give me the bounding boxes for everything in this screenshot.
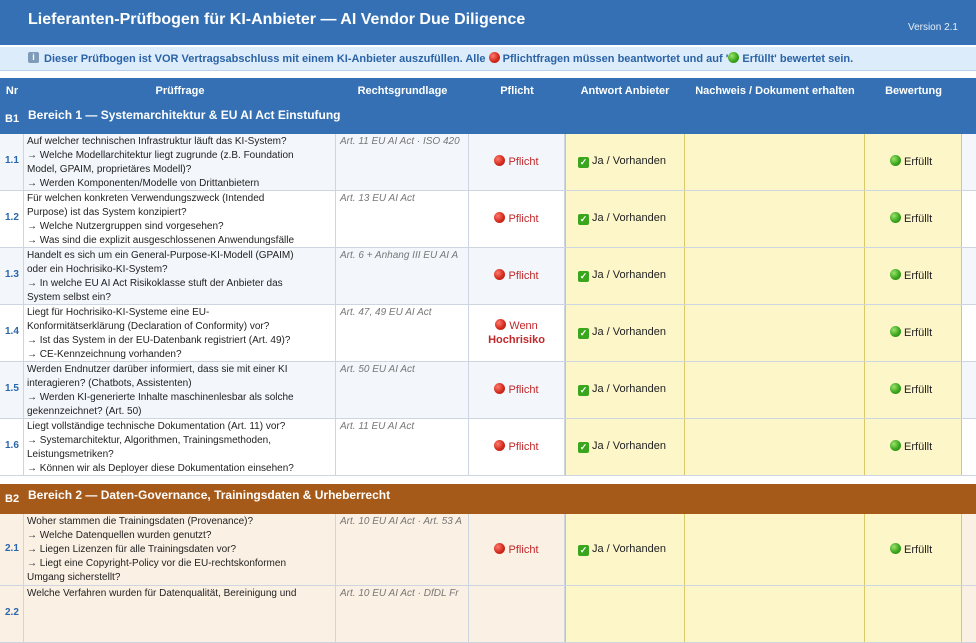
column-header-question: Prüffrage (155, 85, 205, 97)
rating-label: Erfüllt (901, 384, 933, 396)
answer-dropdown[interactable] (565, 305, 685, 361)
question-line: → Können wir als Deployer diese Dokumentation einsehen? (27, 463, 294, 474)
checkbox-checked-icon: ✓ (579, 545, 588, 555)
rating-label: Erfüllt (901, 327, 933, 339)
table-row (0, 134, 976, 191)
answer-dropdown[interactable] (565, 514, 685, 585)
answer-dropdown[interactable] (565, 134, 685, 190)
required-badge (469, 383, 564, 396)
row-number-label: 1.2 (5, 212, 19, 223)
question-line: Welche Verfahren wurden für Datenqualität, Bereinigung und (27, 588, 297, 599)
rating-label: Erfüllt (901, 270, 933, 282)
required-cell (469, 514, 565, 585)
rating-dropdown[interactable] (865, 419, 962, 475)
rating-value (890, 440, 932, 453)
red-circle-icon (494, 212, 505, 223)
required-label: Pflicht (505, 213, 539, 225)
legal-basis: Art. 13 EU AI Act (336, 191, 469, 247)
row-number (0, 419, 24, 475)
answer-value (578, 440, 666, 453)
row-number-label: 2.2 (5, 607, 19, 618)
column-header-required: Pflicht (500, 85, 534, 97)
row-number-label: 1.1 (5, 155, 19, 166)
question-line: Konformitätserklärung (Declaration of Conformity) vor? (27, 321, 270, 332)
row-number (0, 362, 24, 418)
answer-value (578, 269, 666, 282)
required-cell (469, 586, 565, 642)
checkbox-checked-icon: ✓ (579, 157, 588, 167)
answer-dropdown[interactable] (565, 419, 685, 475)
row-number-label: 1.6 (5, 440, 19, 451)
question-line: System selbst ein? (27, 292, 111, 303)
question-line: → Welche Datenquellen wurden genutzt? (27, 530, 212, 541)
table-row (0, 248, 976, 305)
question-line: → Werden KI-generierte Inhalte maschinenlesbar als solche (27, 392, 294, 403)
answer-value (578, 212, 666, 225)
section-number: B2 (5, 493, 20, 505)
question-line: → CE-Kennzeichnung vorhanden? (27, 349, 182, 360)
rating-value (890, 155, 932, 168)
question-cell (24, 248, 336, 304)
question-line: → Welche Modellarchitektur liegt zugrunde (z.B. Foundation (27, 150, 294, 161)
question-line: → Was sind die explizit ausgeschlossenen Anwendungsfälle (27, 235, 295, 246)
column-header-evidence: Nachweis / Dokument erhalten (695, 85, 855, 97)
required-cell (469, 305, 565, 361)
evidence-input[interactable] (685, 362, 865, 418)
legal-basis: Art. 50 EU AI Act (336, 362, 469, 418)
answer-label: Ja / Vorhanden (592, 440, 667, 452)
legal-basis: Art. 10 EU AI Act · DfDL Fr (336, 586, 469, 642)
question-line: interagieren? (Chatbots, Assistenten) (27, 378, 192, 389)
evidence-input[interactable] (685, 514, 865, 585)
required-badge (469, 440, 564, 453)
answer-dropdown[interactable] (565, 586, 685, 642)
answer-dropdown[interactable] (565, 248, 685, 304)
rating-dropdown[interactable] (865, 134, 962, 190)
question-line: → Systemarchitektur, Algorithmen, Trainingsmethoden, (27, 435, 272, 446)
section-title: Bereich 2 — Daten-Governance, Trainingsdaten & Urheberrecht (28, 488, 391, 502)
rating-value (890, 269, 932, 282)
evidence-input[interactable] (685, 191, 865, 247)
green-circle-icon (890, 155, 901, 166)
question-line: Handelt es sich um ein General-Purpose-KI-Modell (GPAIM) (27, 250, 294, 261)
required-label: Pflicht (505, 384, 539, 396)
row-number (0, 305, 24, 361)
row-number (0, 514, 24, 585)
evidence-input[interactable] (685, 248, 865, 304)
legal-basis: Art. 6 + Anhang III EU AI A (336, 248, 469, 304)
rating-dropdown[interactable] (865, 305, 962, 361)
question-cell (24, 191, 336, 247)
required-label: Wenn (506, 320, 538, 332)
legal-basis: Art. 10 EU AI Act · Art. 53 A (336, 514, 469, 585)
rating-label: Erfüllt (901, 441, 933, 453)
question-line: Woher stammen die Trainingsdaten (Provenance)? (27, 516, 254, 527)
column-header-answer: Antwort Anbieter (580, 85, 670, 97)
rating-dropdown[interactable] (865, 191, 962, 247)
question-line: Leistungsmetriken? (27, 449, 114, 460)
row-number-label: 1.5 (5, 383, 19, 394)
answer-label: Ja / Vorhanden (592, 212, 667, 224)
answer-label: Ja / Vorhanden (592, 326, 667, 338)
red-circle-icon (494, 543, 505, 554)
page-title: Lieferanten-Prüfbogen für KI-Anbieter — AI Vendor Due Diligence (28, 11, 526, 28)
rating-value (890, 212, 932, 225)
required-badge (469, 543, 564, 556)
rating-dropdown[interactable] (865, 248, 962, 304)
checkbox-checked-icon: ✓ (579, 271, 588, 281)
rating-dropdown[interactable] (865, 514, 962, 585)
checkbox-checked-icon: ✓ (579, 385, 588, 395)
rating-value (890, 326, 932, 339)
question-line: → Liegt eine Copyright-Policy vor die EU-rechtskonformen (27, 558, 286, 569)
row-number-label: 1.3 (5, 269, 19, 280)
required-badge (469, 269, 564, 282)
column-header-row (0, 78, 976, 104)
green-circle-icon (890, 326, 901, 337)
rating-value (890, 383, 932, 396)
legal-basis: Art. 47, 49 EU AI Act (336, 305, 469, 361)
table-row (0, 586, 976, 643)
info-text (44, 52, 853, 65)
red-circle-icon (494, 155, 505, 166)
section-title: Bereich 1 — Systemarchitektur & EU AI Act Einstufung (28, 108, 341, 122)
required-badge (469, 155, 564, 168)
question-line: → Welche Nutzergruppen sind vorgesehen? (27, 221, 224, 232)
checkbox-checked-icon: ✓ (579, 442, 588, 452)
row-number (0, 248, 24, 304)
info-icon: i (28, 52, 39, 63)
green-circle-icon (890, 212, 901, 223)
column-header-legal: Rechtsgrundlage (357, 85, 448, 97)
question-line: Umgang sicherstellt? (27, 572, 121, 583)
checkbox-checked-icon: ✓ (579, 214, 588, 224)
required-badge (469, 212, 564, 225)
row-number-label: 2.1 (5, 543, 19, 554)
red-circle-icon (489, 52, 500, 63)
required-cell (469, 191, 565, 247)
required-cell (469, 134, 565, 190)
required-badge (469, 319, 564, 347)
version-label: Version 2.1 (907, 22, 958, 33)
question-cell (24, 419, 336, 475)
rating-label: Erfüllt (901, 213, 933, 225)
rating-value (890, 543, 932, 556)
row-number-label: 1.4 (5, 326, 19, 337)
answer-label: Ja / Vorhanden (592, 269, 667, 281)
info-text-before: Dieser Prüfbogen ist VOR Vertragsabschluss mit einem KI-Anbieter auszufüllen. Alle (44, 53, 489, 65)
legal-basis: Art. 11 EU AI Act (336, 419, 469, 475)
table-row (0, 514, 976, 586)
question-line: gekennzeichnet? (Art. 50) (27, 406, 142, 417)
rating-dropdown[interactable] (865, 586, 962, 642)
table-row (0, 191, 976, 248)
question-line: → Liegen Lizenzen für alle Trainingsdaten vor? (27, 544, 237, 555)
legal-basis: Art. 11 EU AI Act · ISO 420 (336, 134, 469, 190)
question-line: Auf welcher technischen Infrastruktur läuft das KI-System? (27, 136, 287, 147)
question-cell (24, 134, 336, 190)
rating-dropdown[interactable] (865, 362, 962, 418)
question-line: Liegt für Hochrisiko-KI-Systeme eine EU- (27, 307, 210, 318)
question-cell (24, 586, 336, 642)
evidence-input[interactable] (685, 134, 865, 190)
answer-dropdown[interactable] (565, 362, 685, 418)
info-banner (0, 45, 976, 71)
evidence-input[interactable] (685, 305, 865, 361)
table-row (0, 419, 976, 476)
required-label: Pflicht (505, 544, 539, 556)
section-number: B1 (5, 113, 20, 125)
answer-value (578, 326, 666, 339)
answer-dropdown[interactable] (565, 191, 685, 247)
evidence-input[interactable] (685, 419, 865, 475)
answer-label: Ja / Vorhanden (592, 383, 667, 395)
question-line: oder ein Hochrisiko-KI-System? (27, 264, 168, 275)
answer-value (578, 543, 666, 556)
evidence-input[interactable] (685, 586, 865, 642)
required-cell (469, 248, 565, 304)
checkbox-checked-icon: ✓ (579, 328, 588, 338)
rating-label: Erfüllt (901, 156, 933, 168)
info-text-middle: Pflichtfragen müssen beantwortet und auf ' (499, 53, 729, 65)
green-circle-icon (728, 52, 739, 63)
column-header-nr: Nr (5, 85, 19, 97)
section-header (0, 484, 976, 514)
row-number (0, 191, 24, 247)
green-circle-icon (890, 269, 901, 280)
question-line: Model, GPAIM, proprietäres Modell)? (27, 164, 192, 175)
table-row (0, 362, 976, 419)
required-label-condition: Hochrisiko (488, 334, 545, 346)
red-circle-icon (495, 319, 506, 330)
question-line: → In welche EU AI Act Risikoklasse stuft der Anbieter das (27, 278, 283, 289)
green-circle-icon (890, 383, 901, 394)
title-bar (0, 0, 976, 45)
question-line: Liegt vollständige technische Dokumentation (Art. 11) vor? (27, 421, 286, 432)
question-cell (24, 362, 336, 418)
green-circle-icon (890, 543, 901, 554)
rating-label: Erfüllt (901, 544, 933, 556)
question-line: → Ist das System in der EU-Datenbank registriert (Art. 49)? (27, 335, 291, 346)
answer-value (578, 155, 666, 168)
red-circle-icon (494, 440, 505, 451)
red-circle-icon (494, 269, 505, 280)
required-label: Pflicht (505, 270, 539, 282)
question-line: Werden Endnutzer darüber informiert, dass sie mit einer KI (27, 364, 288, 375)
red-circle-icon (494, 383, 505, 394)
row-number (0, 134, 24, 190)
green-circle-icon (890, 440, 901, 451)
question-line: Purpose) ist das System konzipiert? (27, 207, 187, 218)
required-cell (469, 419, 565, 475)
section-header (0, 104, 976, 134)
required-label: Pflicht (505, 441, 539, 453)
answer-label: Ja / Vorhanden (592, 543, 667, 555)
question-cell (24, 305, 336, 361)
table-row (0, 305, 976, 362)
answer-label: Ja / Vorhanden (592, 155, 667, 167)
question-cell (24, 514, 336, 585)
required-label: Pflicht (505, 156, 539, 168)
info-text-after: Erfüllt' bewertet sein. (739, 53, 854, 65)
question-line: Für welchen konkreten Verwendungszweck (Intended (27, 193, 265, 204)
row-number (0, 586, 24, 642)
column-header-rating: Bewertung (885, 85, 942, 97)
question-line: → Werden Komponenten/Modelle von Drittanbietern (27, 178, 260, 189)
required-cell (469, 362, 565, 418)
answer-value (578, 383, 666, 396)
